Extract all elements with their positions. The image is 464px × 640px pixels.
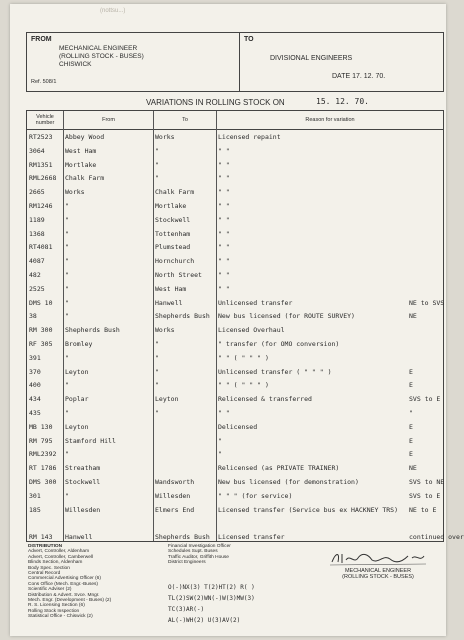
column-header-from: From: [64, 111, 153, 130]
reason-cell: Relicensed (as PRIVATE TRAINER): [218, 464, 340, 473]
from-address: [59, 45, 144, 69]
division-cell: NE to E: [409, 505, 437, 514]
vehicle-number-cell: RM1351: [29, 160, 53, 169]
from-cell: ": [65, 257, 69, 266]
reason-cell: " ": [218, 202, 230, 210]
division-cell: continued over: [409, 533, 464, 542]
document-title: VARIATIONS IN ROLLING STOCK ON: [146, 98, 285, 107]
reason-cell: " ": [218, 229, 230, 238]
from-cell: ": [65, 450, 69, 459]
reason-cell: " ": [218, 284, 230, 293]
distribution-item: Central Record: [28, 571, 61, 577]
from-cell: West Ham: [65, 146, 97, 155]
from-cell: Bromley: [65, 340, 93, 348]
vehicle-number-cell: 301: [29, 491, 41, 500]
vehicle-number-cell: RF 305: [29, 340, 53, 348]
from-cell: ": [65, 381, 69, 390]
vehicle-number-cell: 1368: [29, 229, 45, 238]
reason-cell: New bus licensed (for ROUTE SURVEY): [218, 312, 355, 321]
vehicle-number-cell: 434: [29, 395, 41, 404]
division-cell: NE: [409, 312, 417, 321]
division-cell: E: [409, 422, 413, 431]
column-header-reason: Reason for variation: [217, 111, 443, 130]
vehicle-number-cell: 400: [29, 381, 41, 390]
reason-cell: Licensed repaint: [218, 133, 281, 141]
vehicle-number-cell: 38: [29, 312, 37, 321]
from-cell: Mortlake: [65, 160, 97, 169]
vehicle-number-cell: RM 795: [29, 436, 53, 445]
reason-cell: " transfer (for OMO conversion): [218, 340, 340, 348]
from-cell: Leyton: [65, 422, 89, 431]
to-cell: Wandsworth: [155, 478, 195, 486]
to-cell: Stockwell: [155, 215, 191, 224]
recipient-item: District Engineers: [168, 560, 206, 566]
vehicle-number-cell: RML2392: [29, 450, 57, 459]
to-cell: Tottenham: [155, 229, 191, 238]
from-cell: Stamford Hill: [65, 436, 116, 445]
table-row: [27, 214, 443, 226]
table-row: [27, 490, 443, 502]
table-row: [27, 531, 464, 543]
reason-cell: " ": [218, 409, 230, 417]
vehicle-number-cell: 391: [29, 353, 41, 362]
table-row: [27, 241, 443, 253]
to-cell: Hornchurch: [155, 257, 195, 266]
column-header-to: To: [154, 111, 216, 130]
reason-cell: Unlicensed transfer: [218, 298, 293, 307]
to-cell: ": [155, 146, 159, 155]
table-row: [27, 407, 443, 419]
to-cell: Willesden: [155, 491, 191, 500]
vehicle-number-cell: 3064: [29, 146, 45, 155]
vehicle-number-cell: 370: [29, 367, 41, 376]
vehicle-number-cell: 185: [29, 505, 41, 514]
division-cell: E: [409, 367, 413, 376]
from-cell: Chalk Farm: [65, 174, 105, 183]
to-value: DIVISIONAL ENGINEERS: [270, 55, 353, 62]
division-cell: E: [409, 450, 413, 459]
distribution-item: Cons Office (Mech. Engr.-Buses): [28, 581, 99, 587]
to-cell: Shepherds Bush: [155, 312, 210, 321]
reason-cell: " ": [218, 146, 230, 155]
table-row: [27, 324, 443, 336]
table-row: [27, 297, 443, 309]
table-row: [27, 172, 443, 184]
to-cell: ": [155, 381, 159, 390]
division-cell: ": [409, 409, 413, 417]
district-codes: [168, 582, 255, 626]
distribution-item: Statistical Office - Chiswick (2): [28, 614, 93, 620]
vehicle-number-cell: RM 300: [29, 326, 53, 335]
vehicle-number-cell: MB 130: [29, 422, 53, 431]
division-cell: E: [409, 381, 413, 390]
to-cell: West Ham: [155, 284, 187, 293]
district-code-line: O(-)NX(3) T(2)HT(2) R( ): [168, 584, 255, 591]
table-row: [27, 352, 443, 364]
to-section: [240, 33, 443, 91]
table-row: [27, 255, 443, 267]
distribution-list: [28, 544, 111, 620]
from-cell: Willesden: [65, 505, 101, 514]
reason-cell: ": [218, 450, 222, 459]
table-row: [27, 448, 443, 460]
distribution-item: Rolling Stock Inspection: [28, 608, 80, 614]
to-cell: ": [155, 367, 159, 376]
from-cell: Abbey Wood: [65, 133, 105, 141]
table-row: [27, 504, 443, 516]
table-row: [27, 421, 443, 433]
vehicle-number-cell: 4087: [29, 257, 45, 266]
reason-cell: " ": [218, 188, 230, 197]
from-cell: ": [65, 215, 69, 224]
vehicle-number-cell: RM 143: [29, 533, 53, 542]
vehicle-number-cell: DMS 300: [29, 478, 57, 486]
division-cell: SVS to E: [409, 491, 441, 500]
reason-cell: Licensed Overhaul: [218, 326, 285, 335]
table-row: [27, 517, 443, 529]
to-cell: North Street: [155, 271, 202, 279]
from-line: CHISWICK: [59, 61, 92, 68]
recipients-list: [168, 544, 231, 566]
vehicle-number-cell: 1189: [29, 215, 45, 224]
table-row: [27, 476, 443, 488]
signature-title: (ROLLING STOCK - BUSES): [342, 574, 414, 580]
to-label: TO: [244, 36, 254, 43]
title-date: 15. 12. 70.: [316, 97, 369, 106]
reason-cell: " " " (for service): [218, 491, 293, 500]
reason-cell: Licensed transfer: [218, 533, 285, 542]
reason-cell: Unlicensed transfer ( " " " ): [218, 367, 332, 376]
vehicle-number-cell: RT2523: [29, 133, 53, 141]
from-line: (ROLLING STOCK - BUSES): [59, 53, 144, 60]
reason-cell: New bus licensed (for demonstration): [218, 478, 359, 486]
district-code-line: TL(2)SW(2)WN(-)W(3)MW(3): [168, 595, 255, 602]
to-cell: ": [155, 160, 159, 169]
to-cell: Chalk Farm: [155, 188, 195, 197]
table-row: [27, 228, 443, 240]
division-cell: NE to SVS: [409, 298, 445, 307]
recipient-item: Schedules Supt. Buses: [168, 549, 218, 555]
distribution-item: Blinds Section, Aldenham: [28, 560, 83, 566]
table-row: [27, 283, 443, 295]
top-mark: (nottsu...): [100, 8, 126, 14]
variations-table: [26, 110, 464, 542]
from-cell: ": [65, 229, 69, 238]
from-cell: ": [65, 243, 69, 252]
to-cell: ": [155, 340, 159, 348]
from-cell: Poplar: [65, 395, 89, 404]
district-code-line: AL(-)WH(2) U(3)AV(2): [168, 617, 241, 624]
distribution-item: Mech. Engr. (Development - Buses) (2): [28, 598, 112, 604]
header-date: DATE 17. 12. 70.: [332, 73, 386, 80]
from-cell: ": [65, 353, 69, 362]
vehicle-number-cell: RM1246: [29, 202, 53, 210]
reason-cell: " ": [218, 257, 230, 266]
table-row: [27, 435, 443, 447]
vehicle-number-cell: 435: [29, 409, 41, 417]
table-row: [27, 269, 443, 281]
vehicle-number-cell: RT4081: [29, 243, 53, 252]
vehicle-number-cell: 2525: [29, 284, 45, 293]
from-cell: ": [65, 491, 69, 500]
from-cell: ": [65, 409, 69, 417]
table-row: [27, 338, 443, 350]
vehicle-number-cell: 2665: [29, 188, 45, 197]
table-row: [27, 379, 443, 391]
vehicle-number-cell: 482: [29, 271, 41, 279]
to-cell: Works: [155, 133, 175, 141]
to-cell: ": [155, 174, 159, 183]
reason-cell: Licensed transfer (Service bus ex HACKNEY TRS): [218, 505, 399, 514]
reason-cell: Relicensed & transferred: [218, 395, 312, 404]
from-cell: Stockwell: [65, 478, 101, 486]
table-row: [27, 186, 443, 198]
table-row: [27, 200, 443, 212]
reason-cell: Delicensed: [218, 422, 258, 431]
from-cell: Leyton: [65, 367, 89, 376]
distribution-item: Advert, Controller, Aldenham: [28, 549, 90, 555]
table-row: [27, 145, 443, 157]
reason-cell: " ": [218, 271, 230, 279]
distribution-item: Advert, Controller, Camberwell: [28, 554, 94, 560]
distribution-item: Commercial Advertising Officer (6): [28, 576, 101, 582]
division-cell: E: [409, 436, 413, 445]
from-section: [27, 33, 240, 91]
division-cell: NE: [409, 464, 417, 473]
to-cell: ": [155, 353, 159, 362]
reference: Ref. 508/1: [31, 79, 57, 85]
signature-title: MECHANICAL ENGINEER: [344, 568, 412, 574]
from-cell: Works: [65, 188, 85, 197]
from-cell: ": [65, 202, 69, 210]
recipient-item: Financial Investigation Officer: [168, 544, 231, 549]
distribution-item: Scientific Adviser (2): [28, 587, 72, 593]
from-cell: Shepherds Bush: [65, 326, 120, 335]
to-cell: Hanwell: [155, 298, 183, 307]
to-cell: Plumstead: [155, 243, 191, 252]
from-cell: Hanwell: [65, 533, 93, 542]
recipient-item: Traffic Auditor, Griffith House: [168, 554, 229, 560]
division-cell: SVS to NE: [409, 478, 445, 486]
to-cell: Elmers End: [155, 505, 195, 514]
distribution-item: Distribution & Advert. Svce. Mngr.: [28, 592, 100, 598]
district-code-line: TC(3)AR(-): [168, 606, 205, 613]
from-cell: ": [65, 271, 69, 279]
from-cell: ": [65, 312, 69, 321]
vehicle-number-cell: RT 1786: [29, 464, 57, 473]
table-row: [27, 366, 443, 378]
from-cell: Streatham: [65, 464, 101, 473]
to-cell: ": [155, 409, 159, 417]
vehicle-number-cell: DMS 10: [29, 298, 53, 307]
column-header-vehicle: Vehicle number: [27, 111, 63, 130]
from-cell: ": [65, 298, 69, 307]
header-box: [26, 32, 444, 92]
reason-cell: " ": [218, 160, 230, 169]
vehicle-number-cell: RML2668: [29, 174, 57, 183]
table-row: [27, 393, 443, 405]
from-line: MECHANICAL ENGINEER: [59, 45, 138, 52]
to-cell: Shepherds Bush: [155, 533, 210, 542]
table-row: [27, 310, 443, 322]
table-row: [27, 462, 443, 474]
document-sheet: [10, 4, 464, 636]
distribution-item: Body Spec. Section: [28, 565, 70, 571]
footer: [26, 544, 446, 634]
from-cell: ": [65, 284, 69, 293]
reason-cell: " ": [218, 174, 230, 183]
reason-cell: " " ( " " " ): [218, 353, 269, 362]
division-cell: SVS to E: [409, 395, 441, 404]
signature-block: [318, 550, 438, 580]
reason-cell: " ": [218, 215, 230, 224]
reason-cell: " ": [218, 243, 230, 252]
handwritten-signature: [328, 550, 428, 566]
reason-cell: ": [218, 436, 222, 445]
table-row: [27, 159, 443, 171]
reason-cell: " " ( " " " ): [218, 381, 269, 390]
from-label: FROM: [31, 36, 52, 43]
distribution-item: R. S. Licensing Section (6): [28, 603, 85, 609]
to-cell: Mortlake: [155, 202, 187, 210]
to-cell: Leyton: [155, 395, 179, 404]
table-row: [27, 131, 443, 143]
distribution-heading: DISTRIBUTION: [28, 544, 63, 549]
to-cell: Works: [155, 326, 175, 335]
